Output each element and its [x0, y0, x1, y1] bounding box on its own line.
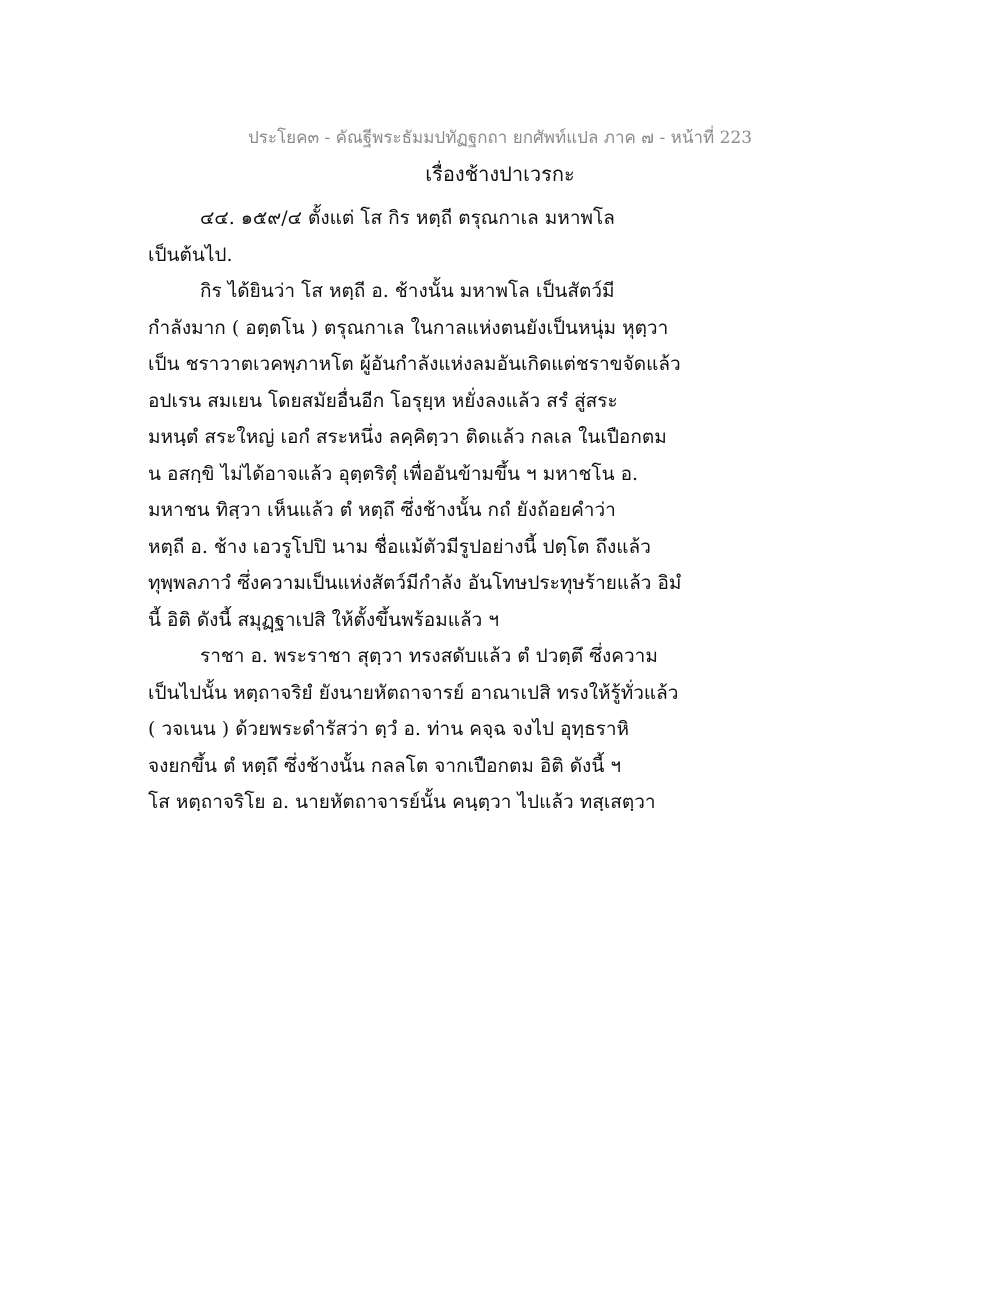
- body-text: [148, 200, 708, 821]
- text-line: ๔๔. ๑๕๙/๔ ตั้งแต่ โส กิร หตฺถี ตรุณกาเล มหาพโล: [200, 207, 615, 229]
- text-line: มหนฺตํ สระใหญ่ เอกํ สระหนึ่ง ลคฺคิตฺวา ติดแล้ว กลเล ในเปือกตม: [148, 426, 667, 448]
- text-line: น อสกฺขิ ไม่ได้อาจแล้ว อุตฺตริตุํ เพื่ออันข้ามขึ้น ฯ มหาชโน อ.: [148, 462, 639, 485]
- text-line: ทุพฺพลภาวํ ซึ่งความเป็นแห่งสัตว์มีกำลัง อันโทษประทุษร้ายแล้ว อิมํ: [148, 572, 682, 594]
- text-line: นี้ อิติ ดังนี้ สมุฏฺฐาเปสิ ให้ตั้งขึ้นพร้อมแล้ว ฯ: [148, 608, 500, 631]
- text-line: เป็นต้นไป.: [148, 243, 233, 266]
- text-line: กิร ได้ยินว่า โส หตฺถี อ. ช้างนั้น มหาพโล เป็นสัตว์มี: [200, 280, 615, 302]
- text-line: เป็นไปนั้น หตฺถาจริยํ ยังนายหัตถาจารย์ อาณาเปสิ ทรงให้รู้ทั่วแล้ว: [148, 681, 679, 704]
- text-line: มหาชน ทิสฺวา เห็นแล้ว ตํ หตฺถึ ซึ่งช้างนั้น กถํ ยังถ้อยคำว่า: [148, 499, 616, 521]
- text-line: ( วจเนน ) ด้วยพระดำรัสว่า ตฺวํ อ. ท่าน คจฺฉ จงไป อุทฺธราหิ: [148, 718, 630, 740]
- text-line: กำลังมาก ( อตฺตโน ) ตรุณกาเล ในกาลแห่งตนยังเป็นหนุ่ม หุตฺวา: [148, 316, 669, 339]
- text-line: จงยกขึ้น ตํ หตฺถึ ซึ่งช้างนั้น กลลโต จากเปือกตม อิติ ดังนี้ ฯ: [148, 754, 622, 777]
- page-header: ประโยค๓ - คัณฐีพระธัมมปทัฏฐกถา ยกศัพท์แปล ภาค ๗ - หน้าที่ 223: [247, 128, 753, 148]
- text-line: หตฺถี อ. ช้าง เอวรูโปปิ นาม ชื่อแม้ตัวมีรูปอย่างนี้ ปตฺโต ถึงแล้ว: [148, 535, 651, 558]
- text-line: เป็น ชราวาตเวคพฺภาหโต ผู้อันกำลังแห่งลมอันเกิดแต่ชราขจัดแล้ว: [148, 353, 681, 375]
- text-line: ราชา อ. พระราชา สุตฺวา ทรงสดับแล้ว ตํ ปวตฺตึ ซึ่งความ: [200, 645, 658, 667]
- story-title: เรื่องช้างปาเวรกะ: [425, 162, 575, 186]
- text-line: อปเรน สมเยน โดยสมัยอื่นอีก โอรุยฺห หยั่งลงแล้ว สรํ สู่สระ: [148, 389, 618, 412]
- text-line: โส หตฺถาจริโย อ. นายหัตถาจารย์นั้น คนฺตฺวา ไปแล้ว ทสฺเสตฺวา: [148, 791, 656, 813]
